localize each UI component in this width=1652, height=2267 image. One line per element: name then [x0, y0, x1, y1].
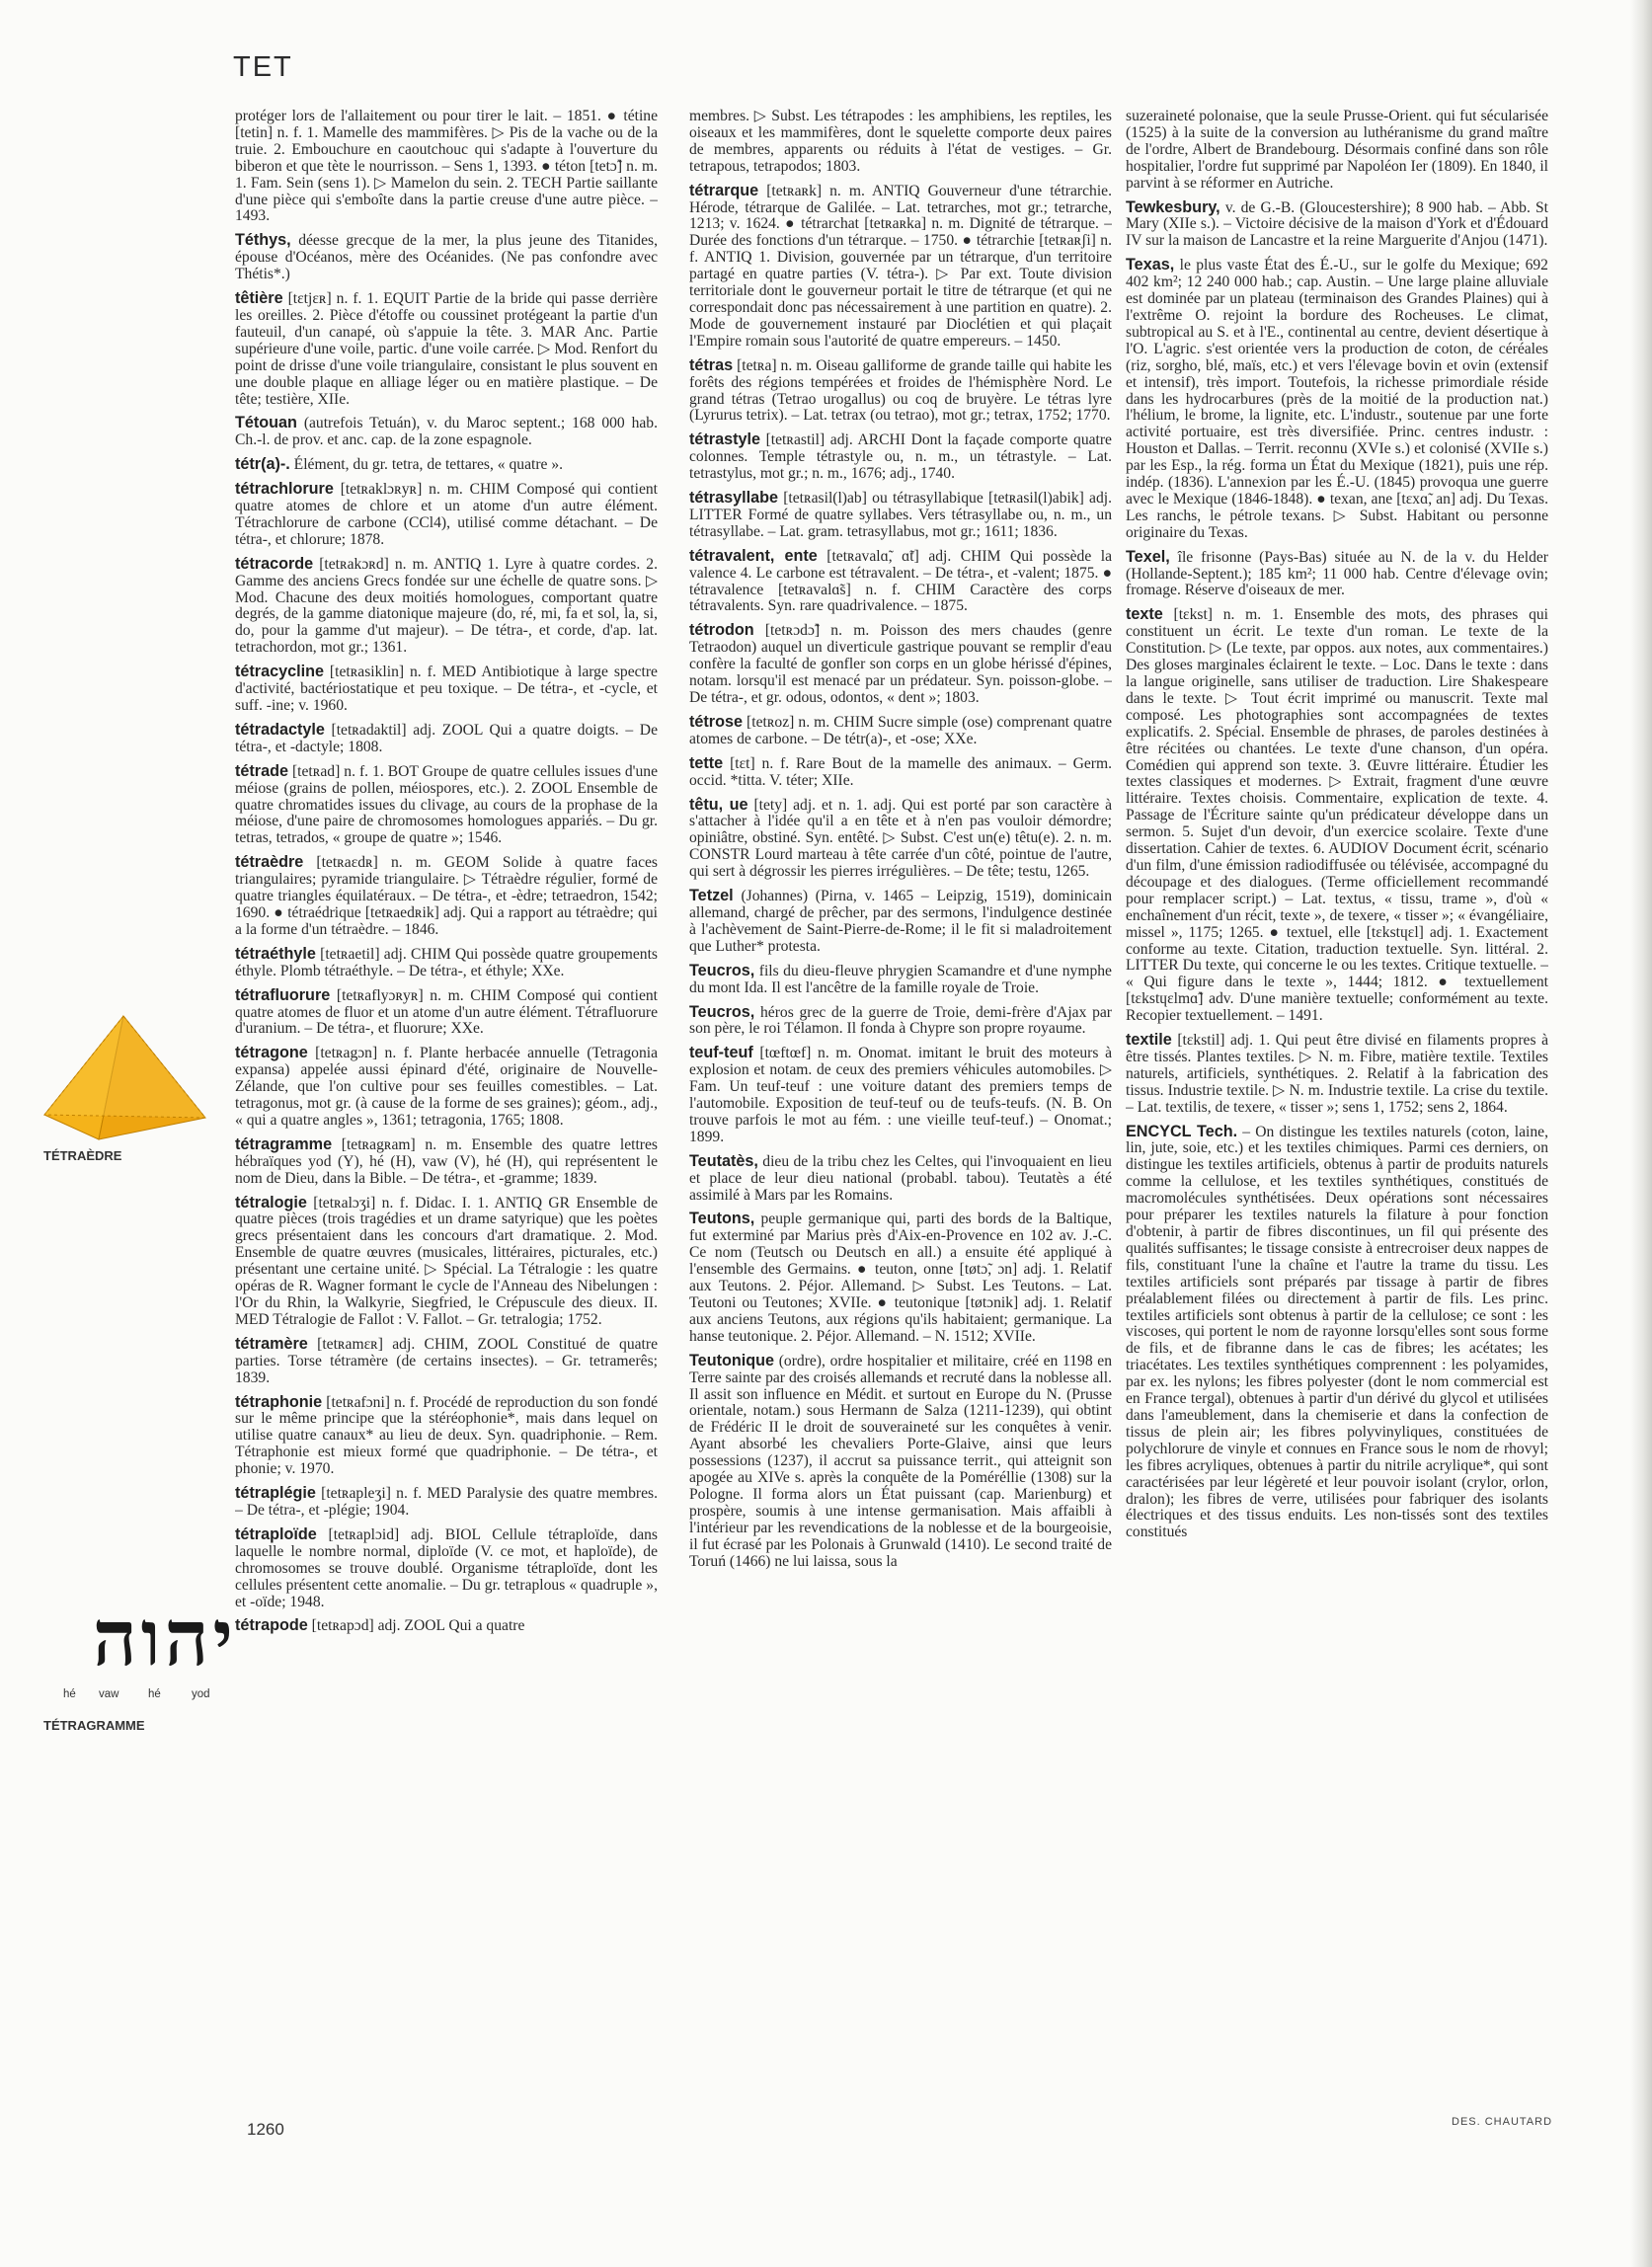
- entry-definition: [tetʀalɔʒi] n. f. Didac. I. 1. ANTIQ GR Ensemble de quatre pièces (trois tragédies et un drame satyrique) que les poètes grecs présentaient dans les concours d'art dramatique. 2. Mod. Ensemble de quatre œuvres (musicales, littéraires, picturales, etc.) présentant une certaine unité. ▷ Spécial. La Tétralogie : les quatre opéras de R. Wagner formant le cycle de l'Anneau des Nibelungen : l'Or du Rhin, la Walkyrie, Siegfried, le Crépuscule des dieux. II. MED Tétralogie de Fallot : V. Fallot. – Gr. tetralogia; 1752.: [235, 1194, 658, 1328]
- entry-definition: [tɛtjɛʀ] n. f. 1. EQUIT Partie de la bride qui passe derrière les oreilles. 2. Pièce d'étoffe ou coussinet protégeant la partie d'un fauteuil, d'un canapé, où s'appuie la tête. 3. MAR Anc. Partie supérieure d'une voile, partic. d'une voile carrée. ▷ Mod. Renfort du point de drisse d'une voile triangulaire, consistant le plus souvent en une double plaque en alliage léger ou en matière plastique. – De tête; testière, XIIe.: [235, 290, 658, 408]
- dictionary-entry: [235, 987, 658, 1039]
- entry-definition: membres. ▷ Subst. Les tétrapodes : les amphibiens, les reptiles, les oiseaux et les mammifères, dont le squelette comporte deux paires de membres, apparents ou réduits à l'état de vestiges. – Gr. tetrapous, tetrapodos; 1803.: [689, 109, 1112, 175]
- entry-definition: [tœftœf] n. m. Onomat. imitant le bruit des moteurs à explosion et notam. de ceux des premiers véhicules automobiles. ▷ Fam. Un teuf-teuf : une voiture datant des premiers temps de l'automobile. Exposition de teuf-teuf ou de teufs-teufs. (N. B. On trouve parfois le mot au fém. : une vieille teuf-teuf.) – Onomat.; 1899.: [689, 1045, 1112, 1145]
- translit-vaw: vaw: [99, 1688, 119, 1700]
- dictionary-entry: [235, 722, 658, 756]
- dictionary-entry: [689, 888, 1112, 956]
- entry-headword: tétralogie: [235, 1193, 307, 1212]
- entry-headword: tétracorde: [235, 554, 314, 573]
- entry-definition: [tetʀaplɔid] adj. BIOL Cellule tétraploïde, dans laquelle le nombre normal, diploïde (V. ce mot, et haploïde), de chromosomes se trouve doublé. Organisme tétraploïde, dont les cellules présentent cette anomalie. – Du gr. tetraplous « quadruple », et -oïde; 1948.: [235, 1525, 658, 1610]
- entry-headword: têtu, ue: [689, 795, 748, 814]
- entry-definition: [tetʀaɛdʀ] n. m. GEOM Solide à quatre faces triangulaires; pyramide triangulaire. ▷ Tétraèdre régulier, formé de quatre triangles équilatéraux. – De tétra-, et -èdre; tetraedron, 1542; 1690. ● tétraédrique [tetʀaedʀik] adj. Qui a rapport au tétraèdre; qui a la forme d'un tétraèdre. – 1846.: [235, 854, 658, 938]
- entry-headword: tétravalent, ente: [689, 546, 818, 565]
- dictionary-entry: [1126, 1032, 1548, 1117]
- entry-headword: tétrafluorure: [235, 985, 331, 1004]
- page-number: 1260: [247, 2120, 284, 2139]
- entry-definition: (autrefois Tetuán), v. du Maroc septent.; 168 000 hab. Ch.-l. de prov. et anc. cap. de la zone espagnole.: [235, 415, 658, 449]
- tetrahedron-illustration: [39, 1011, 217, 1169]
- dictionary-entry: [689, 963, 1112, 997]
- entry-definition: (Johannes) (Pirna, v. 1465 – Leipzig, 1519), dominicain allemand, chargé de prêcher, par des sermons, l'indulgence destinée à l'achèvement de Saint-Pierre-de-Rome; il le fit si maladroitement que Luther* protesta.: [689, 888, 1112, 955]
- entry-definition: fils du dieu-fleuve phrygien Scamandre et d'une nymphe du mont Ida. Il est l'ancêtre de la famille royale de Troie.: [689, 962, 1112, 996]
- dictionary-entry: [235, 854, 658, 939]
- entry-headword: tétrodon: [689, 621, 754, 640]
- entry-definition: [tetʀapɔd] adj. ZOOL Qui a quatre: [311, 1617, 525, 1635]
- dictionary-entry: [1126, 549, 1548, 600]
- entry-definition: [tetʀamɛʀ] adj. CHIM, ZOOL Constitué de quatre parties. Torse tétramère (de certains insectes). – Gr. tetramerês; 1839.: [235, 1335, 658, 1386]
- dictionary-entry: [689, 1353, 1112, 1571]
- dictionary-entry: [689, 109, 1112, 176]
- entry-headword: Teutons,: [689, 1210, 755, 1228]
- entry-headword: Tétouan: [235, 414, 297, 432]
- entry-definition: [tetʀoz] n. m. CHIM Sucre simple (ose) comprenant quatre atomes de carbone. – De tétr(a)-, et -ose; XXe.: [689, 713, 1112, 747]
- column-3: [1126, 109, 1548, 2083]
- dictionary-entry: [235, 1617, 658, 1635]
- entry-headword: tétraèdre: [235, 853, 304, 872]
- entry-headword: tétragramme: [235, 1134, 333, 1153]
- dictionary-entry: [235, 946, 658, 980]
- entry-headword: teuf-teuf: [689, 1044, 753, 1062]
- entry-headword: ENCYCL Tech.: [1126, 1122, 1238, 1140]
- entry-definition: [tetʀavalɑ̃, ɑ̃t] adj. CHIM Qui possède la valence 4. Le carbone est tétravalent. – De tétra-, et -valent; 1875. ● tétravalence [tetʀavalɑ̃s] n. f. CHIM Caractère des corps tétravalents. Syn. rare quadrivalence. – 1875.: [689, 547, 1112, 615]
- dictionary-entry: [235, 415, 658, 449]
- entry-headword: Téthys,: [235, 231, 291, 250]
- entry-headword: tétraplégie: [235, 1484, 316, 1503]
- dictionary-entry: [689, 622, 1112, 707]
- dictionary-entry: [235, 1485, 658, 1520]
- entry-headword: tétrarque: [689, 181, 759, 199]
- entry-definition: Élément, du gr. tetra, de tettares, « quatre ».: [293, 456, 564, 474]
- entry-headword: tétrose: [689, 712, 743, 731]
- entry-headword: tétrachlorure: [235, 480, 334, 499]
- entry-headword: Teucros,: [689, 1002, 755, 1021]
- dictionary-entry: [1126, 1124, 1548, 1542]
- dictionary-entry: [235, 290, 658, 408]
- dictionary-entry: [235, 1336, 658, 1387]
- entry-definition: [tetʀaflyɔʀyʀ] n. m. CHIM Composé qui contient quatre atomes de fluor et un atome d'un autre élément. Tétrafluorure d'uranium. – De tétra-, et fluorure; XXe.: [235, 986, 658, 1038]
- entry-definition: [tetʀafɔni] n. f. Procédé de reproduction du son fondé sur le même principe que la stéréophonie*, mais dans lequel on utilise quatre canaux* au lieu de deux. Syn. quadriphonie. – Rem. Tétraphonie est mieux formé que quadriphonie. – De tétra-, et phonie; v. 1970.: [235, 1393, 658, 1478]
- dictionary-entry: [689, 431, 1112, 483]
- dictionary-entry: [235, 1526, 658, 1611]
- entry-definition: [tetʀagʀam] n. m. Ensemble des quatre lettres hébraïques yod (Y), hé (H), vaw (V), hé (H), qui représentent le nom de Dieu, dans la Bible. – De tétra-, et -gramme; 1839.: [235, 1135, 658, 1187]
- entry-definition: [tetʀastil] adj. ARCHI Dont la façade comporte quatre colonnes. Temple tétrastyle ou, n. m., un tétrastyle. – Lat. tetrastylus, mot gr.; n. m., 1676; adj., 1740.: [689, 431, 1112, 483]
- entry-headword: tette: [689, 753, 724, 772]
- tetrahedron-face-back: [44, 1016, 205, 1118]
- entry-headword: tétradactyle: [235, 720, 325, 739]
- entry-definition: suzeraineté polonaise, que la seule Prusse-Orient. qui fut sécularisée (1525) à la suite de la conversion au luthéranisme du grand maître de l'ordre, Albert de Brandebourg. Désormais confiné dans son rôle hospitalier, l'ordre fut supprimé par Napoléon Ier (1809). En 1840, il parvint à se réformer en Autriche.: [1126, 109, 1548, 192]
- dictionary-entry: [235, 1045, 658, 1130]
- dictionary-entry: [689, 1153, 1112, 1205]
- entry-definition: [tetʀɔdɔ̃] n. m. Poisson des mers chaudes (genre Tetraodon) auquel un diverticule gastrique pouvant se remplir d'eau confère la faculté de gonfler son corps en un globe hérissé d'épines, notam. lorsqu'il est menacé par un prédateur. Syn. poisson-globe. – De tétra-, et gr. odous, odontos, « dent »; 1803.: [689, 622, 1112, 706]
- entry-headword: tétragone: [235, 1044, 308, 1062]
- entry-definition: [tɛt] n. f. Rare Bout de la mamelle des animaux. – Germ. occid. *titta. V. téter; XIIe.: [689, 754, 1112, 789]
- dictionary-entry: [235, 556, 658, 657]
- entry-definition: [tetʀa] n. m. Oiseau galliforme de grande taille qui habite les forêts des régions tempérées et froides de l'hémisphère Nord. Le grand tétras (Tetrao urogallus) ou coq de bruyère. Le tétras lyre (Lyrurus tetrix). – Lat. tetrax (ou tetrao), mot gr.; tetrax, 1752; 1770.: [689, 356, 1112, 425]
- entry-headword: Teutonique: [689, 1351, 775, 1369]
- dictionary-entry: [689, 183, 1112, 351]
- entry-headword: tétrapode: [235, 1616, 308, 1635]
- dictionary-entry: [689, 490, 1112, 541]
- entry-definition: [tetʀasiklin] n. f. MED Antibiotique à large spectre d'activité, bactériostatique et peu toxique. – De tétra-, et -cycle, et suff. -ine; v. 1960.: [235, 664, 658, 714]
- translit-he-2: hé: [148, 1688, 161, 1700]
- dictionary-entry: [689, 714, 1112, 748]
- column-2: [689, 109, 1112, 2083]
- entry-headword: Tetzel: [689, 887, 734, 905]
- dictionary-entry: [235, 456, 658, 474]
- entry-headword: tétraéthyle: [235, 944, 316, 963]
- entry-definition: (ordre), ordre hospitalier et militaire, créé en 1198 en Terre sainte par des croisés allemands et recruté dans la noblesse all. Il assit son influence en Médit. et surtout en Europe du N. (Prusse orientale, notam.) sous Hermann de Salza (1211-1239), qui obtint de Frédéric II le droit de souveraineté sur les conquêtes à venir. Ayant absorbé les chevaliers Porte-Glaive, ainsi que leurs possessions (1237), il accrut sa puissance territ., qui atteignit son apogée au XIVe s. après la conquête de la Poméréllie (1308) sur la Pologne. Il forma alors un État puissant (cap. Marienburg) et prospère, soumis à une intense germanisation. Mais affaibli à l'intérieur par les revendications de la noblesse et de la bourgeoisie, il fut écrasé par les Polonais à Grunwald (1410). Le second traité de Toruń (1466) ne lui laissa, sous la: [689, 1352, 1112, 1570]
- dictionary-entry: [1126, 606, 1548, 1025]
- dictionary-entry: [1126, 109, 1548, 193]
- entry-definition: [tety] adj. et n. 1. adj. Qui est porté par son caractère à s'attacher à l'idée qu'il a en tête et à n'en pas vouloir démordre; opiniâtre, obstiné. Syn. entêté. ▷ Subst. C'est un(e) têtu(e). 2. n. m. CONSTR Lourd marteau à tête carrée d'un côté, pointue de l'autre, qui sert à dégrossir les pierres irrégulières. – De tête; testu, 1265.: [689, 796, 1112, 881]
- entry-definition: [tetʀaetil] adj. CHIM Qui possède quatre groupements éthyle. Plomb tétraéthyle. – De tétra-, et éthyle; XXe.: [235, 945, 658, 979]
- entry-headword: tétrasyllabe: [689, 489, 778, 508]
- dictionary-entry: [1126, 199, 1548, 251]
- entry-definition: [tɛkstil] adj. 1. Qui peut être divisé en filaments propres à être tissés. Plantes textiles. ▷ N. m. Fibre, matière textile. Textiles naturels, artificiels, synthétiques. 2. Relatif à la fabrication des tissus. Industrie textile. ▷ N. m. Industrie textile. La crise du textile. – Lat. textilis, de texere, « tisser »; sens 1, 1752; sens 2, 1864.: [1126, 1032, 1548, 1116]
- dictionary-entry: [1126, 257, 1548, 541]
- column-1: [235, 109, 658, 2083]
- dictionary-entry: [689, 1211, 1112, 1345]
- tetragrammaton-caption: TÉTRAGRAMME: [43, 1718, 145, 1733]
- dictionary-entry: [689, 797, 1112, 882]
- entry-definition: [tetʀakɔʀd] n. m. ANTIQ 1. Lyre à quatre cordes. 2. Gamme des anciens Grecs fondée sur une échelle de quatre sons. ▷ Mod. Chacune des deux moitiés homologues, comportant quatre degrés, de la gamme diatonique majeure (do, ré, mi, fa et sol, la, si, do, pour la gamme d'ut majeur). – De tétra-, et corde, d'ap. lat. tetrachordon, mot gr.; 1361.: [235, 555, 658, 657]
- entry-definition: héros grec de la guerre de Troie, demi-frère d'Ajax par son père, le roi Télamon. Il fonda à Chypre son propre royaume.: [689, 1003, 1112, 1038]
- dictionary-entry: [689, 357, 1112, 426]
- entry-definition: – On distingue les textiles naturels (coton, laine, lin, jute, soie, etc.) et les textiles chimiques. Parmi ces derniers, on distingue les textiles artificiels, obtenus à partir de produits naturels comme la cellulose, et les textiles synthétiques, constitués de macromolécules synthétisées. Deux opérations sont nécessaires pour préparer les textiles naturels la filature à pour fonction d'obtenir, à partir de fibres discontinues, un fil qui présente des qualités suffisantes; le tissage consiste à entrecroiser deux nappes de fils, constituant l'une la chaîne et l'autre la trame du tissu. Les textiles artificiels sont préparés par tissage à partir de fibres préalablement filées ou directement à partir de fils. Les princ. textiles artificiels sont obtenus à partir de la cellulose; ce sont : les viscoses, qui portent le nom de rayonne lorsqu'elles sont sous forme de fils, et de fibranne dans le cas de fibres; les acétates; les triacétates. Les textiles synthétiques comprennent : les polyamides, par ex. les nylons; les fibres polyester (dont le nom commercial est en France tergal), obtenues à partir d'un dérivé du glycol et utilisées dans l'ameublement, dans la chemiserie et dans la confection de tissus de plein air; les fibres polyvinyliques, constituées de polychlorure de vinyle et connues en France sous le nom de rhovyl; les fibres acryliques, obtenues à partir du nitrile acrylique*, qui sont caractérisées par leur légèreté et leur pouvoir isolant (crylor, orlon, dralon); les fibres de verre, utilisées pour fabriquer des isolants électriques et des tissus enduits. Les non-tissés sont des textiles constitués: [1126, 1123, 1548, 1541]
- entry-headword: Tewkesbury,: [1126, 197, 1220, 216]
- entry-definition: [tetʀaʀk] n. m. ANTIQ Gouverneur d'une tétrarchie. Hérode, tétrarque de Galilée. – Lat. tetrarches, mot gr.; tetrarche, 1213; v. 1624. ● tétrarchat [tetʀaʀka] n. m. Dignité de tétrarque. – Durée des fonctions d'un tétrarque. – 1750. ● tétrarchie [tetʀaʀʃi] n. f. ANTIQ 1. Division, gouvernée par un tétrarque, d'un territoire partagé en quatre parties (V. tétra-). ▷ Par ext. Toute division territoriale dont le gouverneur portait le titre de tétrarque (et qui ne correspondait donc pas nécessairement à une partition en quatre). 2. Mode de gouvernement instauré par Dioclétien et qui plaçait l'Empire romain sous l'autorité de quatre empereurs. – 1450.: [689, 182, 1112, 350]
- dictionary-entry: [235, 1195, 658, 1329]
- entry-headword: tétras: [689, 355, 734, 374]
- running-head: TET: [233, 51, 293, 83]
- translit-he-1: hé: [63, 1688, 76, 1700]
- entry-headword: tétr(a)-.: [235, 455, 290, 474]
- dictionary-entry: [235, 481, 658, 549]
- tetrahedron-caption: TÉTRAÈDRE: [43, 1148, 122, 1163]
- illustration-credit: DES. CHAUTARD: [1452, 2116, 1553, 2128]
- dictionary-entry: [235, 763, 658, 848]
- entry-definition: [tɛkst] n. m. 1. Ensemble des mots, des phrases qui constituent un écrit. Le texte d'un roman. Le texte de la Constitution. ▷ (Le texte, par oppos. aux notes, aux commentaires.) Des gloses marginales éclairent le texte. – Loc. Dans le texte : dans la langue originelle, sans utiliser de traduction. Lire Shakespeare dans le texte. ▷ Tout écrit imprimé ou manuscrit. Texte mal composé. Les photographies sont accompagnées de textes explicatifs. 2. Spécial. Ensemble de phrases, de paroles destinées à être récitées ou chantées. Le texte d'une chanson, d'un opéra. Comédien qui apprend son texte. 3. Œuvre littéraire. Étudier les textes classiques et modernes. ▷ Extrait, fragment d'une œuvre littéraire. Textes choisis. Commentaire, explication de texte. 4. Passage de l'Écriture sainte qu'un prédicateur développe dans un sermon. 5. Sujet d'un devoir, d'un exercice scolaire. Texte d'une dissertation. Cahier de textes. 6. AUDIOV Document écrit, scénario d'un film, d'une émission radiodiffusée ou télévisée, accompagné du découpage et des dialogues. (Terme officiellement recommandé pour remplacer script.) – Lat. textus, « tissu, trame », d'où « enchaînement d'un récit, texte », de texere, « tisser »; « évangéliaire, missel », 1175; 1265. ● textuel, elle [tɛkstɥɛl] adj. 1. Exactement conforme au texte. Citation, traduction textuelle. Syn. littéral. 2. LITTER Du texte, qui concerne le ou les textes. Critique textuelle. – « Qui figure dans le texte », 1444; 1812. ● textuellement [tɛkstɥɛlmɑ̃] adv. D'une manière textuelle; conformément au texte. Recopier textuellement. – 1491.: [1126, 606, 1548, 1025]
- entry-headword: têtière: [235, 289, 283, 308]
- entry-headword: tétraphonie: [235, 1392, 323, 1411]
- dictionary-entry: [235, 232, 658, 283]
- scan-edge: [1630, 0, 1652, 2267]
- entry-definition: dieu de la tribu chez les Celtes, qui l'invoquaient en lieu et place de leur dieu national (probabl. tabou). Teutatès a été assimilé à Mars par les Romains.: [689, 1152, 1112, 1204]
- entry-headword: Teucros,: [689, 961, 755, 979]
- dictionary-entry: [235, 1136, 658, 1188]
- entry-definition: v. de G.-B. (Gloucestershire); 8 900 hab. – Abb. St Mary (XIIe s.). – Victoire décisive de la maison d'York et d'Édouard IV sur la maison de Lancastre et la reine Marguerite d'Anjou (1471).: [1126, 198, 1548, 250]
- entry-definition: le plus vaste État des É.-U., sur le golfe du Mexique; 692 402 km²; 12 240 000 hab.; cap. Austin. – Une large plaine alluviale est dominée par un plateau (terminaison des Grandes Plaines) qui à l'extrême O. rejoint la bordure des Rocheuses. Le climat, subtropical au S. et à l'E., continental au centre, devient désertique à l'O. L'agric. s'est orientée vers la production de coton, de céréales (riz, sorgho, blé, maïs, etc.) et vers l'élevage bovin et ovin (extensif et intensif), très import. Toutefois, la richesse primordiale réside dans les hydrocarbures (près de la moitié de la production nat.) l'hélium, le brome, la lignite, etc. L'industr., soutenue par une forte activité portuaire, est très diversifiée. Princ. centres industr. : Houston et Dallas. – Territ. reconnu (XVIe s.) et colonisé (XVIIe s.) par les Esp., la rég. forma un État du Mexique (1821), puis une rép. indép. (1836). L'annexion par les É.-U. (1845) provoqua une guerre avec le Mexique (1846-1848). ● texan, ane [tɛxɑ̃, an] adj. Du Texas. Les ranchs, le pétrole texans. ▷ Subst. Habitant ou personne originaire du Texas.: [1126, 257, 1548, 541]
- dictionary-entry: [235, 1394, 658, 1479]
- entry-headword: Texas,: [1126, 256, 1175, 274]
- entry-definition: [tetʀagɔn] n. f. Plante herbacée annuelle (Tetragonia expansa) appelée aussi épinard d'été, originaire de Nouvelle-Zélande, que l'on cultive pour ses feuilles comestibles. – Lat. tetragonus, mot gr. (à cause de la forme de ses graines); géom., adj., « qui a quatre angles », 1361; tetragonia, 1765; 1808.: [235, 1045, 658, 1129]
- entry-headword: tétraploïde: [235, 1524, 317, 1543]
- entry-definition: île frisonne (Pays-Bas) située au N. de la v. du Helder (Hollande-Septent.); 185 km²; 11 000 hab. Centre d'élevage ovin; fromage. Réserve d'oiseaux de mer.: [1126, 548, 1548, 599]
- entry-headword: tétracycline: [235, 663, 324, 681]
- entry-definition: [tetʀad] n. f. 1. BOT Groupe de quatre cellules issues d'une méiose (grains de pollen, méiospores, etc.). 2. ZOOL Ensemble de quatre chromatides issues du clivage, au cours de la prophase de la méiose, d'une paire de chromosomes homologues appariés. – Du gr. tetras, tetrados, « groupe de quatre »; 1546.: [235, 762, 658, 847]
- dictionary-entry: [235, 664, 658, 715]
- entry-headword: tétrastyle: [689, 430, 760, 449]
- dictionary-entry: [689, 548, 1112, 616]
- entry-definition: déesse grecque de la mer, la plus jeune des Titanides, épouse d'Océanos, mère des Océanides. (Ne pas confondre avec Thétis*.): [235, 232, 658, 283]
- tetragrammaton-hebrew: יהוה: [92, 1594, 237, 1683]
- entry-definition: [tetʀapleʒi] n. f. MED Paralysie des quatre membres. – De tétra-, et -plégie; 1904.: [235, 1485, 658, 1519]
- entry-definition: protéger lors de l'allaitement ou pour tirer le lait. – 1851. ● tétine [tetin] n. f. 1. Mamelle des mammifères. ▷ Pis de la vache ou de la truie. 2. Embouchure en caoutchouc qui s'adapte à l'ouverture du biberon et que tète le nourrisson. – Sens 1, 1393. ● téton [tetɔ̃] n. m. 1. Fam. Sein (sens 1). ▷ Mamelon du sein. 2. TECH Partie saillante d'une pièce qui s'emboîte dans la partie creuse d'une autre pièce. – 1493.: [235, 109, 658, 225]
- dictionary-entry: [689, 755, 1112, 790]
- entry-headword: textile: [1126, 1031, 1172, 1050]
- translit-yod: yod: [192, 1688, 210, 1700]
- entry-definition: [tetʀadaktil] adj. ZOOL Qui a quatre doigts. – De tétra-, et -dactyle; 1808.: [235, 721, 658, 755]
- entry-headword: texte: [1126, 605, 1163, 624]
- entry-headword: Texel,: [1126, 547, 1170, 566]
- entry-headword: tétrade: [235, 761, 288, 780]
- entry-headword: Teutatès,: [689, 1151, 758, 1170]
- dictionary-entry: [235, 109, 658, 225]
- entry-definition: [tetʀaklɔʀyʀ] n. m. CHIM Composé qui contient quatre atomes de chlore et un atome d'un autre élément. Tétrachlorure de carbone (CCl4), utilisé comme détachant. – De tétra-, et chlorure; 1878.: [235, 481, 658, 548]
- dictionary-entry: [689, 1004, 1112, 1039]
- entry-definition: [tetʀasil(l)ab] ou tétrasyllabique [tetʀasil(l)abik] adj. LITTER Formé de quatre syllabes. Vers tétrasyllabe ou, n. m., un tétrasyllabe. – Lat. gram. tetrasyllabus, mot gr.; 1611; 1836.: [689, 490, 1112, 540]
- dictionary-entry: [689, 1045, 1112, 1145]
- entry-headword: tétramère: [235, 1334, 308, 1353]
- entry-definition: peuple germanique qui, parti des bords de la Baltique, fut exterminé par Marius près d'Aix-en-Provence en 102 av. J.-C. Ce nom (Teutsch ou Deutsch en all.) a ensuite été appliqué à l'ensemble des Germains. ● teuton, onne [tøtɔ̃, ɔn] adj. 1. Relatif aux Teutons. 2. Péjor. Allemand. ▷ Subst. Les Teutons. – Lat. Teutoni ou Teutones; XVIIe. ● teutonique [tøtɔnik] adj. 1. Relatif aux anciens Teutons, aux régions qu'ils habitaient; germanique. La hanse teutonique. 2. Péjor. Allemand. – N. 1512; XVIIe.: [689, 1211, 1112, 1345]
